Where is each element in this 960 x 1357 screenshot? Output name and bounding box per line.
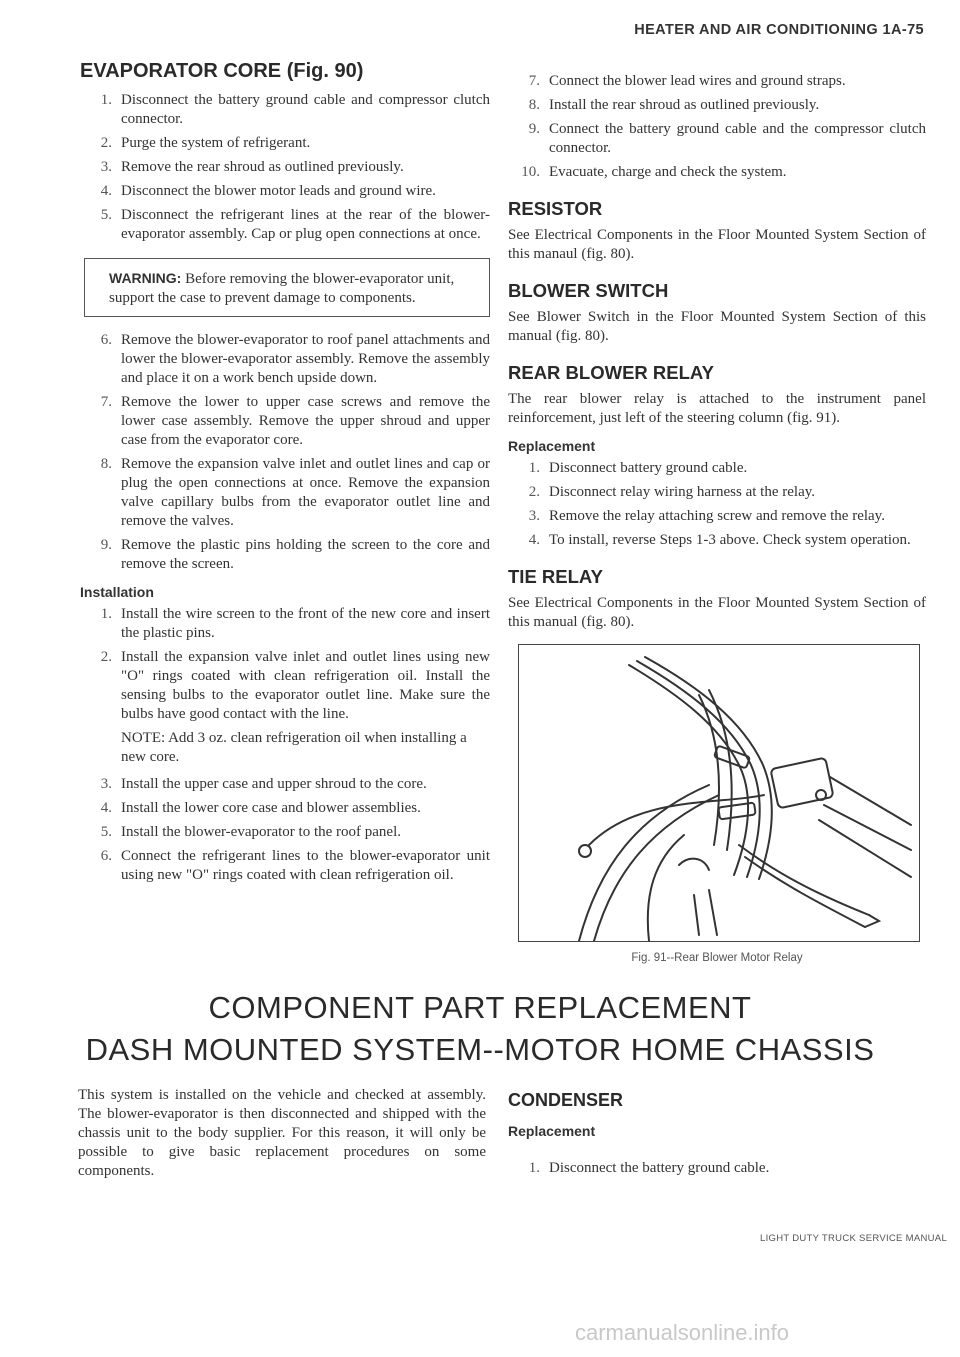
installation-heading: Installation (80, 584, 154, 600)
figure-caption: Fig. 91--Rear Blower Motor Relay (631, 952, 803, 964)
section-title-rear-blower-relay: REAR BLOWER RELAY (508, 362, 714, 383)
section-title-condenser: CONDENSER (508, 1090, 624, 1110)
step: 3. Remove the relay attaching screw and remove the relay. (528, 508, 885, 524)
footer: LIGHT DUTY TRUCK SERVICE MANUAL (760, 1233, 948, 1244)
intro-text: This system is installed on the vehicle and checked at assembly. The blower-evaporator is then disconnected and shipped with the chassis unit to the body supplier. For this reason, it will only be possible to give basic replacement procedures on some components. (78, 1087, 486, 1179)
step: 10. Evacuate, charge and check the system. (521, 164, 787, 180)
step: 7. Remove the lower to upper case screws and remove the lower case assembly. Remove the upper shroud and upper case from the evaporator core. (100, 394, 490, 448)
rear-blower-relay-text: The rear blower relay is attached to the instrument panel reinforcement, just left of the steering column (fig. 91). (508, 391, 926, 426)
left-column (80, 60, 490, 890)
step: 9. Remove the plastic pins holding the screen to the core and remove the screen. (100, 537, 490, 572)
step: 2. Install the expansion valve inlet and outlet lines using new "O" rings coated with clean refrigeration oil. Install the sensing bulbs to the evaporator outlet line. Make sure the bulbs have good contact with the line. (100, 649, 490, 722)
step: 5. Install the blower-evaporator to the roof panel. (100, 824, 402, 840)
dash-system-intro (78, 1086, 486, 1181)
blower-switch-text: See Blower Switch in the Floor Mounted System Section of this manual (fig. 80). (508, 309, 926, 344)
warning-label: WARNING: (109, 270, 182, 286)
section-title-tie-relay: TIE RELAY (508, 566, 603, 587)
step: 6. Remove the blower-evaporator to roof panel attachments and lower the blower-evaporator assembly. Remove the assembly and place it on a work bench upside down. (100, 332, 490, 386)
step: 4. Install the lower core case and blower assemblies. (100, 800, 421, 816)
condenser-section (508, 1090, 926, 1183)
installation-steps-a (80, 605, 490, 724)
running-head: HEATER AND AIR CONDITIONING 1A-75 (634, 22, 924, 38)
step: 8. Remove the expansion valve inlet and outlet lines and cap or plug the open connections at once. Remove the expansion valve capillary bulbs from the evaporator outlet line and remove the valves. (100, 456, 490, 529)
relay-illustration (519, 645, 919, 941)
step: 2. Purge the system of refrigerant. (100, 135, 311, 151)
step: 2. Disconnect relay wiring harness at the relay. (528, 484, 816, 500)
step: 1. Disconnect battery ground cable. (528, 460, 748, 476)
replacement-heading: Replacement (508, 438, 596, 454)
right-column (508, 72, 926, 964)
watermark: carmanualsonline.info (575, 1320, 790, 1345)
step: 3. Remove the rear shroud as outlined previously. (100, 159, 404, 175)
note: NOTE: Add 3 oz. clean refrigeration oil when installing a new core. (121, 730, 467, 765)
banner-line-2: DASH MOUNTED SYSTEM--MOTOR HOME CHASSIS (85, 1032, 875, 1067)
step: 5. Disconnect the refrigerant lines at the rear of the blower-evaporator assembly. Cap or plug open connections at once. (100, 207, 490, 242)
step: 7. Connect the blower lead wires and ground straps. (528, 73, 846, 89)
removal-steps-b (80, 331, 490, 574)
step: 3. Install the upper case and upper shroud to the core. (100, 776, 427, 792)
relay-replacement-steps (508, 459, 926, 550)
step: 1. Disconnect the battery ground cable. (528, 1160, 770, 1176)
step: 9. Connect the battery ground cable and the compressor clutch connector. (528, 121, 926, 156)
step: 6. Connect the refrigerant lines to the blower-evaporator unit using new "O" rings coated with clean refrigeration oil. (100, 848, 490, 883)
tie-relay-text: See Electrical Components in the Floor Mounted System Section of this manual (fig. 80). (508, 595, 926, 630)
banner-line-1: COMPONENT PART REPLACEMENT (208, 990, 752, 1025)
step: 4. To install, reverse Steps 1-3 above. Check system operation. (528, 532, 911, 548)
condenser-steps (508, 1159, 926, 1178)
section-title-blower-switch: BLOWER SWITCH (508, 280, 669, 301)
installation-steps-b (80, 775, 490, 885)
figure-rear-blower-motor-relay (518, 644, 920, 942)
warning-text: Before removing the blower-evaporator unit, support the case to prevent damage to components. (109, 271, 455, 306)
removal-steps-a (80, 91, 490, 244)
step: 1. Install the wire screen to the front of the new core and insert the plastic pins. (100, 606, 490, 641)
condenser-replacement-heading: Replacement (508, 1123, 596, 1139)
section-title-evaporator-core: EVAPORATOR CORE (Fig. 90) (80, 60, 364, 82)
step: 4. Disconnect the blower motor leads and ground wire. (100, 183, 436, 199)
step: 8. Install the rear shroud as outlined previously. (528, 97, 820, 113)
warning-box (84, 258, 490, 317)
section-title-resistor: RESISTOR (508, 198, 603, 219)
removal-steps-continued (508, 72, 926, 182)
step: 1. Disconnect the battery ground cable and compressor clutch connector. (100, 92, 490, 127)
resistor-text: See Electrical Components in the Floor Mounted System Section of this manaul (fig. 80). (508, 227, 926, 262)
